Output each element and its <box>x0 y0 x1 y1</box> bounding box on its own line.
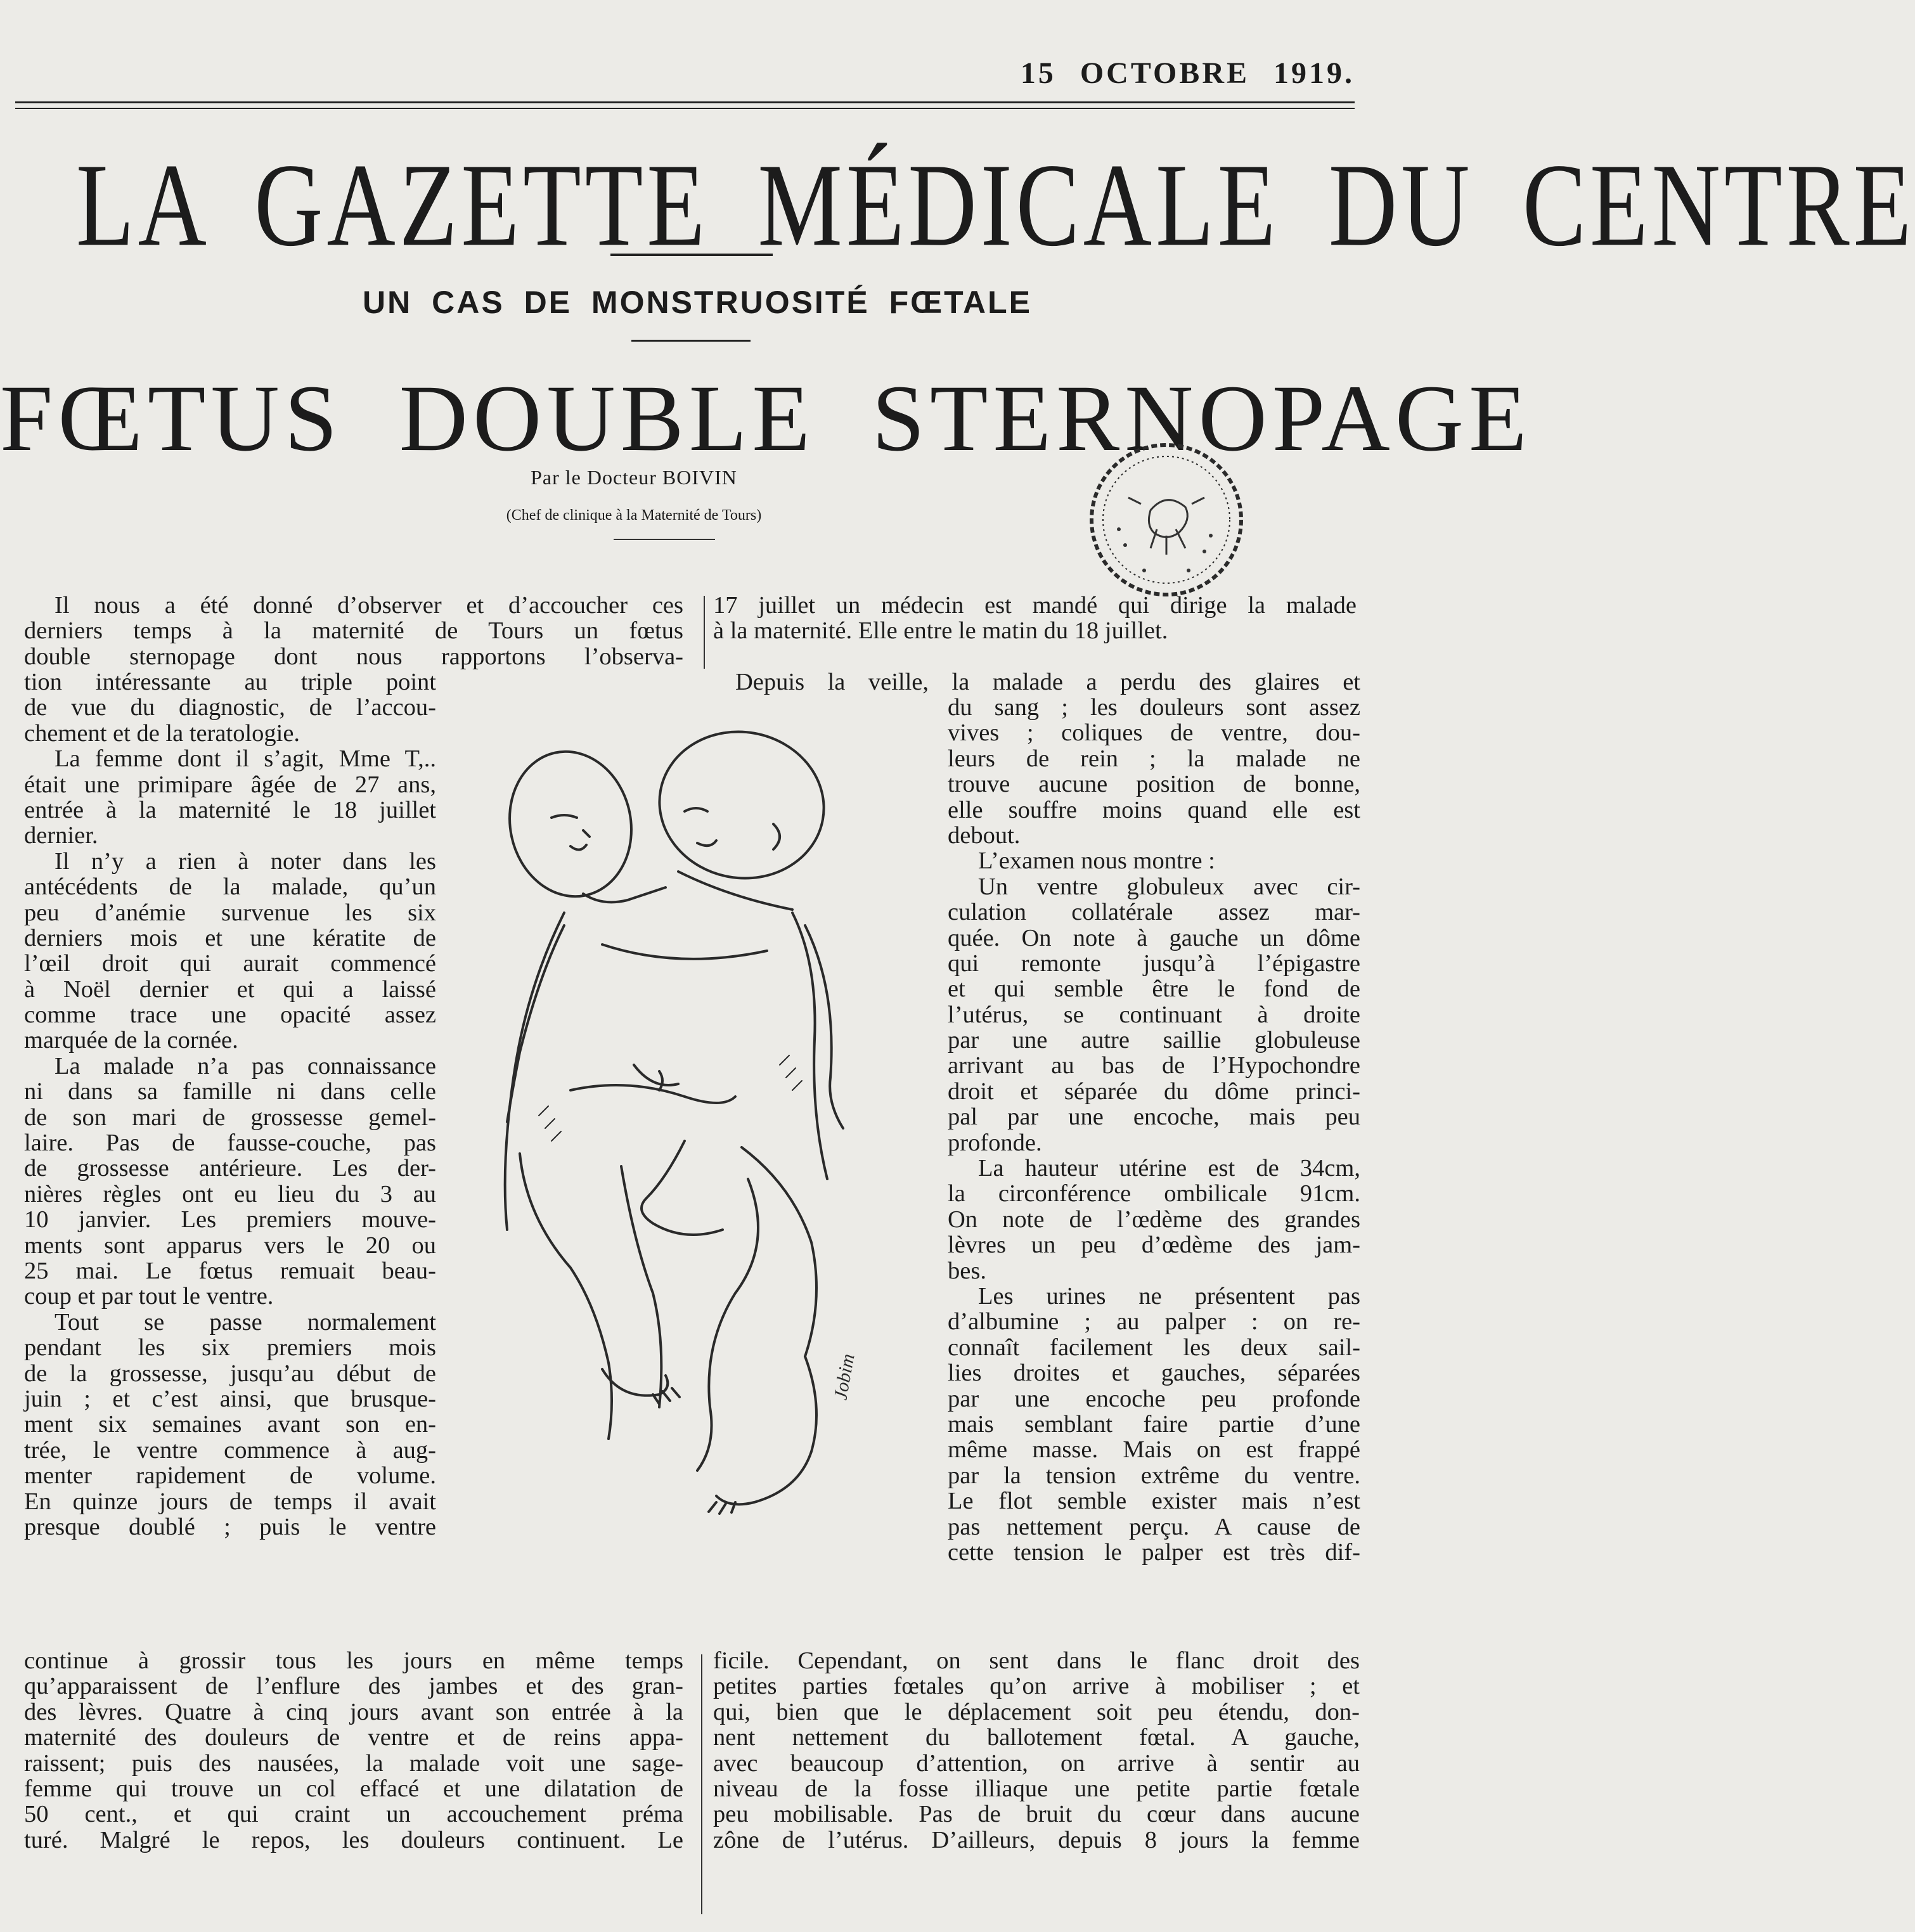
text-line: profonde. <box>948 1129 1042 1156</box>
text-line: Le flot semble exister mais n’est <box>948 1488 1360 1515</box>
text-line: ni dans sa famille ni dans celle <box>24 1078 436 1105</box>
text-line: pendant les six premiers mois <box>24 1334 436 1362</box>
text-line: à la maternité. Elle entre le matin du 18 juillet. <box>713 617 1168 645</box>
text-line: quée. On note à gauche un dôme <box>948 924 1360 951</box>
text-line: entrée à la maternité le 18 juillet <box>24 796 436 823</box>
text-line: peu d’anémie survenue les six <box>24 899 436 926</box>
text-line: raissent; puis des nausées, la malade voit une sage- <box>24 1749 683 1777</box>
text-line: culation collatérale assez mar- <box>948 899 1360 926</box>
text-line: arrivant au bas de l’Hypochondre <box>948 1052 1360 1079</box>
text-line: de la grossesse, jusqu’au début de <box>24 1360 436 1387</box>
text-line: coup et par tout le ventre. <box>24 1283 274 1310</box>
text-line: 17 juillet un médecin est mandé qui dirige la malade <box>713 592 1357 619</box>
text-line: leurs de rein ; la malade ne <box>948 745 1360 772</box>
text-line: pas nettement perçu. A cause de <box>948 1513 1360 1540</box>
text-line: elle souffre moins quand elle est <box>948 796 1360 823</box>
text-line: debout. <box>948 821 1021 849</box>
text-line: Un ventre globuleux avec cir- <box>978 873 1360 900</box>
text-line: La femme dont il s’agit, Mme T,.. <box>55 745 436 773</box>
text-line: qui remonte jusqu’à l’épigastre <box>948 950 1360 977</box>
text-line: avec beaucoup d’attention, on arrive à sentir au <box>713 1749 1360 1777</box>
byline-rule <box>614 539 715 540</box>
text-line: double sternopage dont nous rapportons l’observa- <box>24 643 683 670</box>
masthead-title: LA GAZETTE MÉDICALE DU CENTRE <box>76 139 1915 271</box>
text-line: d’albumine ; au palper : on re- <box>948 1308 1360 1336</box>
text-line: trouve aucune position de bonne, <box>948 771 1360 798</box>
right-top-paragraph <box>713 593 1357 644</box>
header-rule <box>15 101 1355 103</box>
text-line: était une primipare âgée de 27 ans, <box>24 771 436 798</box>
text-line: dernier. <box>24 822 98 849</box>
article-title: FŒTUS DOUBLE STERNOPAGE <box>0 366 1532 471</box>
text-line: 25 mai. Le fœtus remuait beau- <box>24 1257 436 1284</box>
text-line: L’examen nous montre : <box>978 847 1215 875</box>
text-line: Les urines ne présentent pas <box>978 1282 1360 1310</box>
text-line: de grossesse antérieure. Les der- <box>24 1155 436 1182</box>
text-line: par la tension extrême du ventre. <box>948 1462 1360 1489</box>
text-line: juin ; et c’est ainsi, que brusque- <box>24 1385 436 1412</box>
header-rule-double <box>15 108 1355 109</box>
text-line: l’œil droit qui aurait commencé <box>24 950 436 977</box>
text-line: lèvres un peu d’œdème des jam- <box>948 1232 1360 1259</box>
right-bottom-paragraph <box>713 1648 1360 1853</box>
text-line: nières règles ont eu lieu du 3 au <box>24 1180 436 1208</box>
text-line: de vue du diagnostic, de l’accou- <box>24 694 436 721</box>
text-line: En quinze jours de temps il avait <box>24 1488 436 1515</box>
text-line: trée, le ventre commence à aug- <box>24 1436 436 1464</box>
text-line: 50 cent., et qui craint un accouchement préma <box>24 1801 683 1828</box>
text-line: maternité des douleurs de ventre et de reins appa- <box>24 1724 683 1751</box>
text-line: turé. Malgré le repos, les douleurs continuent. Le <box>24 1826 683 1853</box>
text-line: cette tension le palper est très dif- <box>948 1538 1360 1566</box>
text-line: presque doublé ; puis le ventre <box>24 1513 436 1540</box>
left-bottom-paragraph <box>24 1648 683 1853</box>
author-byline: Par le Docteur BOIVIN <box>531 466 737 489</box>
right-intro-line <box>735 669 1360 695</box>
column-divider-bottom <box>701 1654 702 1914</box>
text-line: mais semblant faire partie d’une <box>948 1410 1360 1438</box>
text-line: tion intéressante au triple point <box>24 669 436 695</box>
masthead-rule <box>610 254 773 256</box>
text-line: niveau de la fosse illiaque une petite partie fœtale <box>713 1775 1360 1802</box>
text-line: derniers mois et une kératite de <box>24 924 436 951</box>
left-narrow-column <box>24 669 436 1540</box>
text-line: de son mari de grossesse gemel- <box>24 1104 436 1131</box>
text-line: du sang ; les douleurs sont assez <box>948 694 1360 721</box>
text-line: Depuis la veille, la malade a perdu des glaires et <box>735 669 1360 695</box>
text-line: 10 janvier. Les premiers mouve- <box>24 1206 436 1233</box>
text-line: peu mobilisable. Pas de bruit du cœur dans aucune <box>713 1801 1360 1828</box>
text-line: continue à grossir tous les jours en même temps <box>24 1647 683 1674</box>
text-line: la circonférence ombilicale 91cm. <box>948 1180 1360 1208</box>
text-line: antécédents de la malade, qu’un <box>24 873 436 901</box>
text-line: par une encoche peu profonde <box>948 1385 1360 1412</box>
text-line: par une autre saillie globuleuse <box>948 1027 1360 1054</box>
text-line: connaît facilement les deux sail- <box>948 1334 1360 1361</box>
column-divider-top <box>704 596 705 669</box>
text-line: à Noël dernier et qui a laissé <box>24 976 436 1003</box>
text-line: vives ; coliques de ventre, dou- <box>948 719 1360 747</box>
text-line: lies droites et gauches, séparées <box>948 1360 1360 1387</box>
text-line: pal par une encoche, mais peu <box>948 1104 1360 1131</box>
text-line: nent nettement du ballotement fœtal. A gauche, <box>713 1724 1360 1751</box>
text-line: On note de l’œdème des grandes <box>948 1206 1360 1233</box>
author-affiliation: (Chef de clinique à la Maternité de Tours) <box>506 507 762 524</box>
text-line: des lèvres. Quatre à cinq jours avant son entrée à la <box>24 1698 683 1725</box>
text-line: qui, bien que le déplacement soit peu étendu, don- <box>713 1698 1360 1725</box>
article-subtitle: UN CAS DE MONSTRUOSITÉ FŒTALE <box>363 285 1032 320</box>
text-line: ficile. Cependant, on sent dans le flanc droit des <box>713 1647 1360 1674</box>
text-line: femme qui trouve un col effacé et une dilatation de <box>24 1775 683 1802</box>
text-line: menter rapidement de volume. <box>24 1462 436 1490</box>
text-line: Il nous a été donné d’observer et d’accoucher ces <box>55 592 683 619</box>
text-line: chement et de la teratologie. <box>24 719 300 747</box>
text-line: laire. Pas de fausse-couche, pas <box>24 1130 436 1157</box>
text-line: zône de l’utérus. D’ailleurs, depuis 8 jours la femme <box>713 1826 1360 1853</box>
text-line: même masse. Mais on est frappé <box>948 1436 1360 1464</box>
subtitle-rule <box>631 340 751 342</box>
artist-signature: Jobim <box>830 1352 859 1402</box>
text-line: petites parties fœtales qu’on arrive à mobiliser ; et <box>713 1673 1360 1700</box>
issue-date: 15 OCTOBRE 1919. <box>1020 56 1355 90</box>
text-line: La hauteur utérine est de 34cm, <box>978 1155 1360 1182</box>
text-line: qu’apparaissent de l’enflure des jambes et des gran- <box>24 1673 683 1700</box>
text-line: comme trace une opacité assez <box>24 1001 436 1029</box>
text-line: ment six semaines avant son en- <box>24 1411 436 1438</box>
fetus-illustration <box>475 735 919 1597</box>
text-line: ments sont apparus vers le 20 ou <box>24 1232 436 1259</box>
text-line: droit et séparée du dôme princi- <box>948 1078 1360 1105</box>
text-line: Il n’y a rien à noter dans les <box>55 847 436 875</box>
text-line: La malade n’a pas connaissance <box>55 1052 436 1079</box>
text-line: l’utérus, se continuant à droite <box>948 1001 1360 1028</box>
text-line: bes. <box>948 1257 986 1284</box>
text-line: marquée de la cornée. <box>24 1027 238 1054</box>
left-top-paragraph <box>24 593 683 669</box>
text-line: Tout se passe normalement <box>55 1308 436 1336</box>
text-line: derniers temps à la maternité de Tours un fœtus <box>24 617 683 645</box>
library-stamp <box>1081 434 1252 605</box>
text-line: et qui semble être le fond de <box>948 976 1360 1003</box>
right-narrow-column <box>948 695 1360 1565</box>
